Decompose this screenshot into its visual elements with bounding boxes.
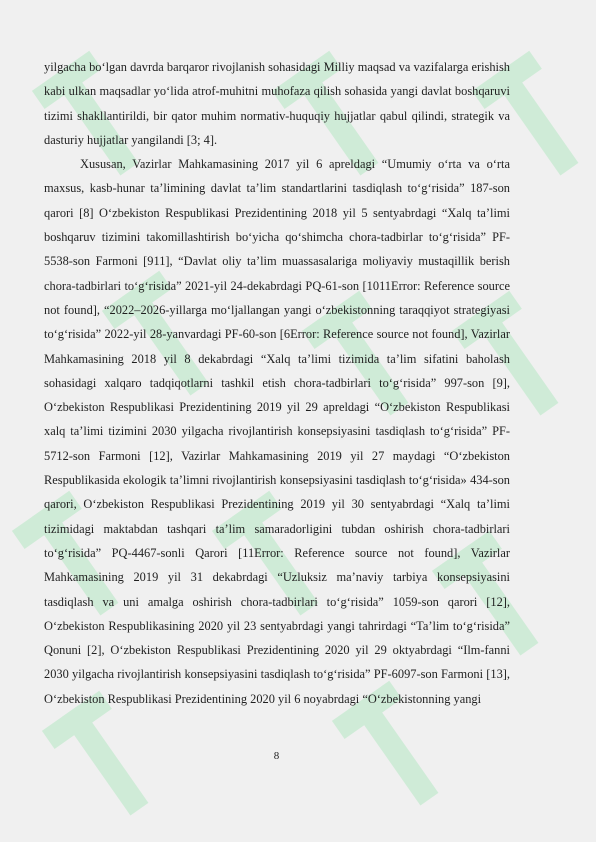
paragraph-2: Xususan, Vazirlar Mahkamasining 2017 yil 6 apreldagi “Umumiy o‘rta va o‘rta maxsus, kasb-hunar ta’limining davlat ta’lim standartlarini tasdiqlash to‘g‘risida” 187-son qarori [8] O‘zbekiston Respublikasi Prezidentining 2018 yil 5 sentyabrdagi “Xalq ta’limi boshqaruv tizimini takomillashtirish bo‘yicha qo‘shimcha chora-tadbirlar to‘g‘risida” PF-5538-son Farmoni [911], “Davlat oliy ta’lim muassasalariga moliyaviy mustaqillik berish chora-tadbirlari to‘g‘risida” 2021-yil 24-dekabrdagi PQ-61-son [1011Error: Reference source not found], “2022–2026-yillarga mo‘ljallangan yangi o‘zbekistonning taraqqiyot strategiyasi to‘g‘risida” 2022-yil 28-yanvardagi PF-60-son [6Error: Reference source not found], Vazirlar Mahkamasining 2018 yil 8 dekabrdagi “Xalq ta’limi tizimida ta’lim sifatini baholash sohasidagi xalqaro tadqiqotlarni tashkil etish chora-tadbirlari to‘g‘risida” 997-son [9], O‘zbekiston Respublikasi Prezidentining 2019 yil 29 apreldagi “O‘zbekiston Respublikasi xalq ta’limi tizimini 2030 yilgacha rivojlantirish konsepsiyasini tasdiqlash to‘g‘risida” PF-5712-son Farmoni [12], Vazirlar Mahkamasining 2019 yil 27 maydagi “O‘zbekiston Respublikasida ekologik ta’limni rivojlantirish konsepsiyasini tasdiqlash to‘g‘risida» 434-son qarori, O‘zbekiston Respublikasi Prezidentining 2019 yil 30 sentyabrdagi “Xalq ta’limi tizimidagi maktabdan tashqari ta’lim samaradorligini tubdan oshirish chora-tadbirlari to‘g‘risida” PQ-4467-sonli Qarori [11Error: Reference source not found], Vazirlar Mahkamasining 2019 yil 31 dekabrdagi “Uzluksiz ma’naviy tarbiya konsepsiyasini tasdiqlash va uni amalga oshirish chora-tadbirlari to‘g‘risida” 1059-son qarori [12], O‘zbekiston Respublikasining 2020 yil 23 sentyabrdagi yangi tahrirdagi “Ta’lim to‘g‘risida” Qonuni [2], O‘zbekiston Respublikasi Prezidentining 2020 yil 29 oktyabrdagi “Ilm-fanni 2030 yilgacha rivojlantirish konsepsiyasini tasdiqlash to‘g‘risida” PF-6097-son Farmoni [13], O‘zbekiston Respublikasi Prezidentining 2020 yil 6 noyabrdagi “O‘zbekistonning yangi (44, 157, 510, 706)
page-number: 8 (273, 750, 280, 762)
paragraph-1: yilgacha bo‘lgan davrda barqaror rivojlanish sohasidagi Milliy maqsad va vazifalarga erishish kabi ulkan maqsadlar yo‘lida atrof-muhitni muhofaza qilish sohasida yangi davlat boshqaruvi tizimi shakllantirildi, bir qator muhim normativ-huquqiy hujjatlar qabul qilindi, strategik va dasturiy hujjatlar yangilandi [3; 4]. (44, 60, 510, 147)
body-text (44, 55, 510, 711)
